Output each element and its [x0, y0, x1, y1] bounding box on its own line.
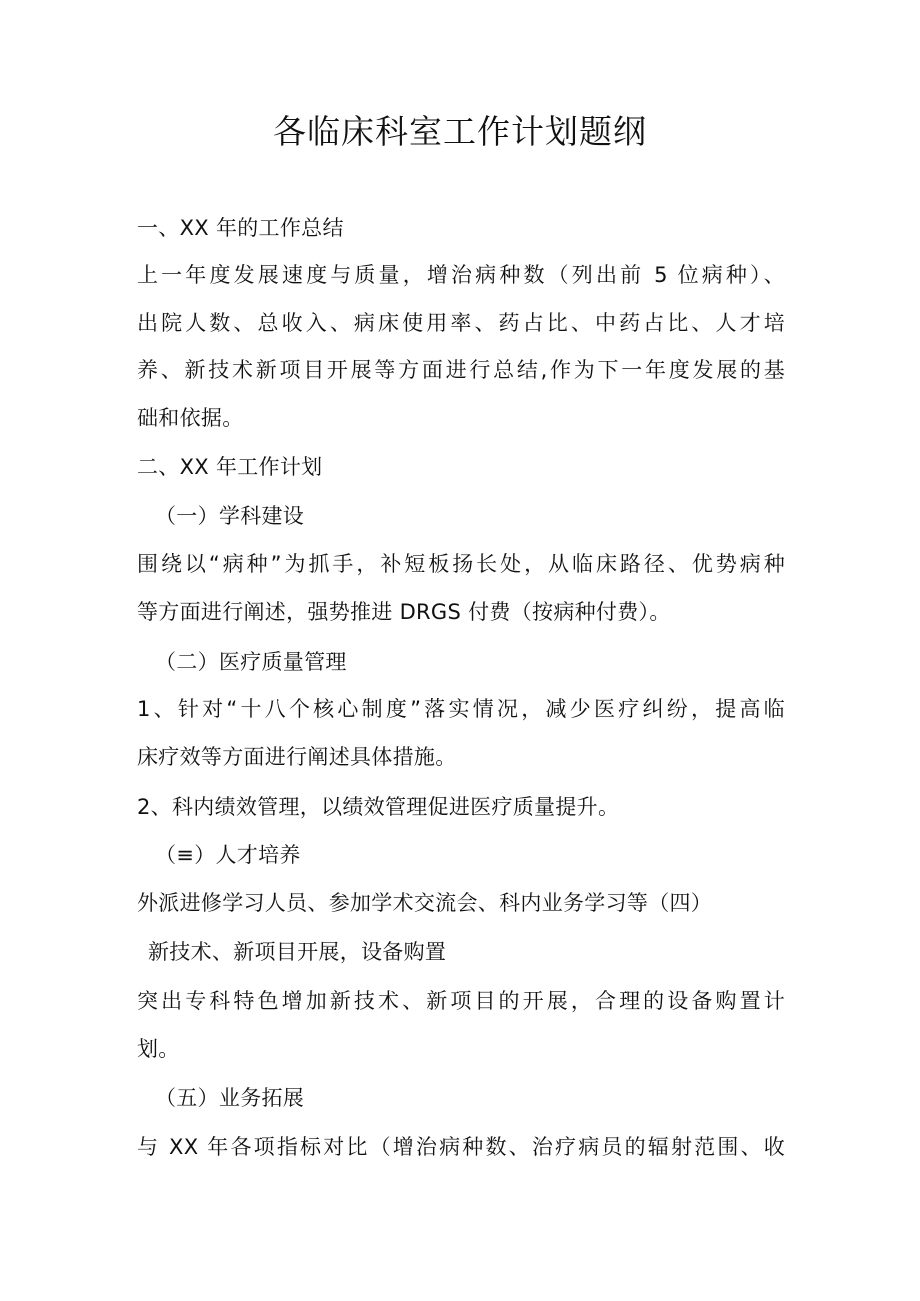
- paragraph-line: 划。: [137, 1037, 180, 1061]
- paragraph-line: 出院人数、总收入、病床使用率、药占比、中药占比、人才培: [137, 311, 785, 335]
- section-heading-1: 一、XX 年的工作总结: [137, 216, 344, 240]
- paragraph-line: 础和依据。: [137, 406, 244, 430]
- paragraph-line: 与 XX 年各项指标对比（增治病种数、治疗病员的辐射范围、收: [137, 1135, 785, 1159]
- section-heading-2: 二、XX 年工作计划: [137, 455, 323, 479]
- subsection-heading: （五）业务拓展: [155, 1086, 305, 1110]
- paragraph-line: 养、新技术新项目开展等方面进行总结,作为下一年度发展的基: [137, 358, 785, 382]
- paragraph-line: 突出专科特色增加新技术、新项目的开展，合理的设备购置计: [137, 989, 785, 1013]
- paragraph-line: 外派进修学习人员、参加学术交流会、科内业务学习等（四）: [137, 891, 713, 915]
- subsection-heading: （一）学科建设: [155, 504, 305, 528]
- document-title: 各临床科室工作计划题纲: [273, 112, 647, 151]
- subsection-heading: （≡）人才培养: [155, 843, 301, 867]
- paragraph-line: 上一年度发展速度与质量，增治病种数（列出前 5 位病种）、: [137, 263, 785, 287]
- paragraph-line: 1、针对“十八个核心制度”落实情况，减少医疗纠纷，提高临: [137, 697, 785, 721]
- paragraph-line: 床疗效等方面进行阐述具体措施。: [137, 745, 457, 769]
- paragraph-line: 2、科内绩效管理，以绩效管理促进医疗质量提升。: [137, 795, 620, 819]
- paragraph-line: 等方面进行阐述，强势推进 DRGS 付费（按病种付费）。: [137, 600, 671, 624]
- subsection-heading: 新技术、新项目开展，设备购置: [148, 940, 447, 964]
- subsection-heading: （二）医疗质量管理: [155, 650, 347, 674]
- paragraph-line: 围绕以“病种”为抓手，补短板扬长处，从临床路径、优势病种: [137, 552, 785, 576]
